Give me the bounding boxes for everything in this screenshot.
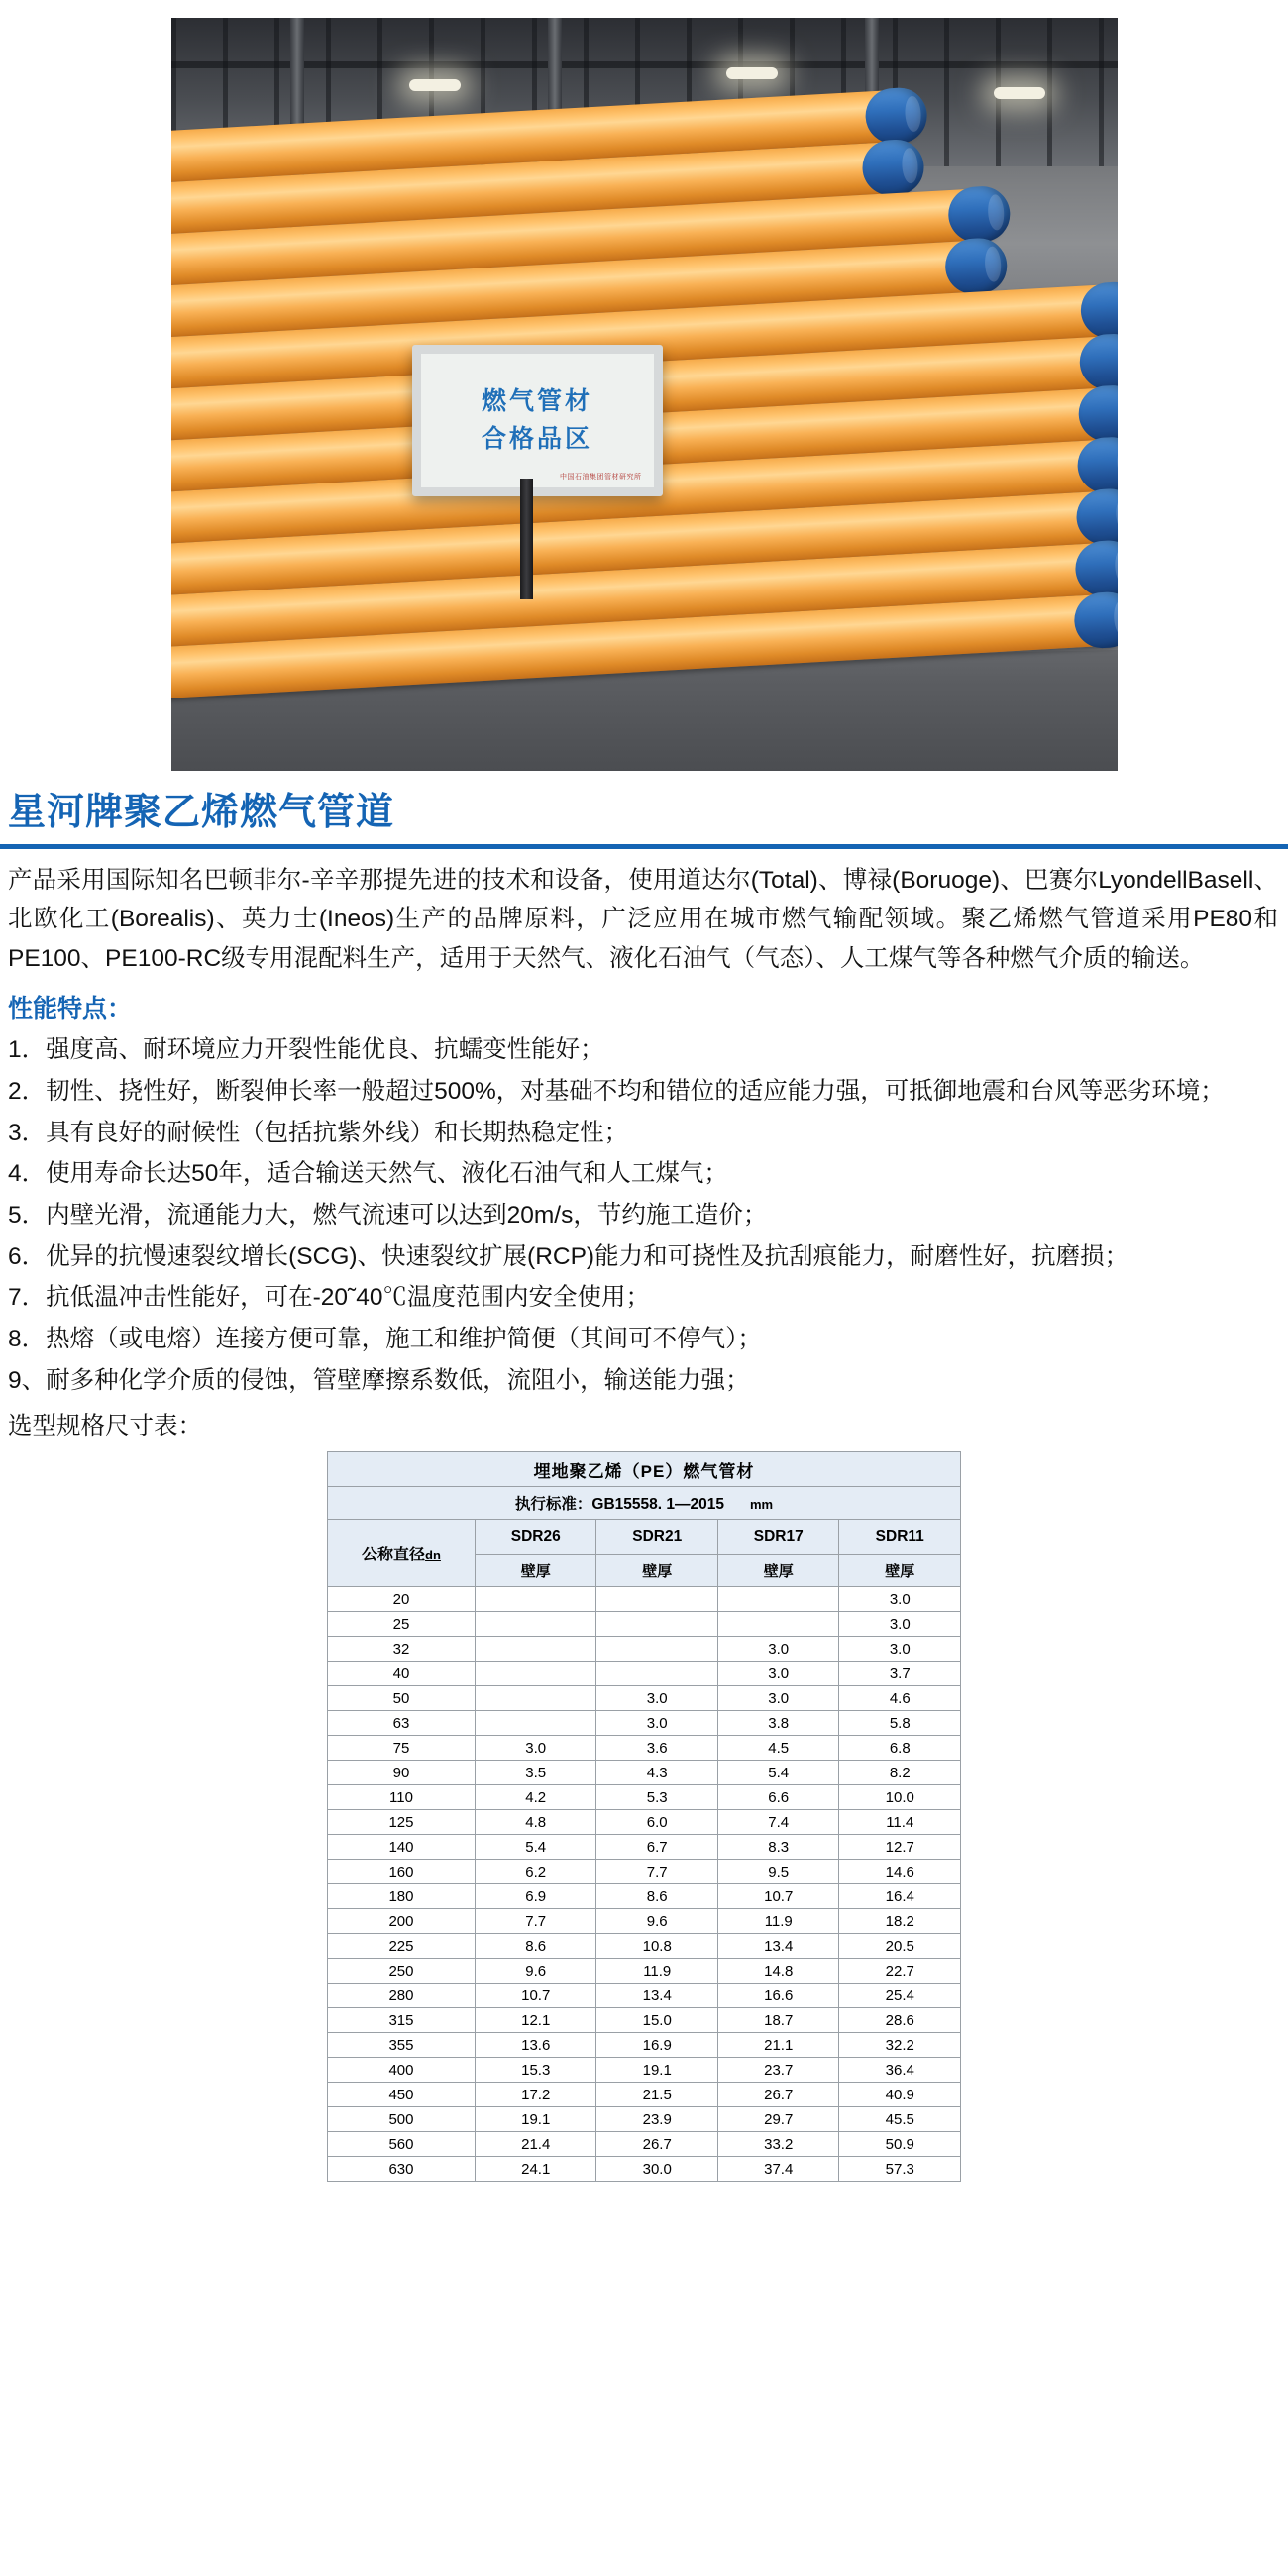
- features-heading: 性能特点：: [8, 994, 133, 1022]
- cell-wall-sdr21: 19.1: [596, 2058, 718, 2083]
- cell-dn: 110: [328, 1785, 476, 1810]
- list-item: 1．强度高、耐环境应力开裂性能优良、抗蠕变性能好；: [8, 1036, 604, 1064]
- cell-wall-sdr11: 36.4: [839, 2058, 961, 2083]
- pipe-end-cap: [1072, 590, 1117, 649]
- table-row: [328, 2033, 961, 2058]
- table-row: [328, 1637, 961, 1662]
- cell-wall-sdr11: 50.9: [839, 2132, 961, 2157]
- cell-wall-sdr17: 14.8: [717, 1959, 839, 1984]
- table-row: [328, 1761, 961, 1785]
- spec-table-label: 选型规格尺寸表：: [8, 1412, 202, 1440]
- spec-table-head: [328, 1452, 961, 1587]
- table-row: [328, 2157, 961, 2182]
- table-row: [328, 1934, 961, 1959]
- cell-wall-sdr17: 5.4: [717, 1761, 839, 1785]
- cell-wall-sdr26: 21.4: [475, 2132, 596, 2157]
- table-title: 埋地聚乙烯（PE）燃气管材: [328, 1452, 961, 1487]
- cell-wall-sdr17: 13.4: [717, 1934, 839, 1959]
- cell-wall-sdr17: 18.7: [717, 2008, 839, 2033]
- cell-wall-sdr21: 15.0: [596, 2008, 718, 2033]
- cell-wall-sdr17: 3.0: [717, 1637, 839, 1662]
- table-unit: mm: [749, 1497, 774, 1513]
- cell-dn: 560: [328, 2132, 476, 2157]
- area-sign: [412, 345, 663, 496]
- cell-dn: 63: [328, 1711, 476, 1736]
- cell-wall-sdr17: 3.0: [717, 1686, 839, 1711]
- cell-wall-sdr21: 11.9: [596, 1959, 718, 1984]
- pipe-end-cap: [1079, 280, 1118, 339]
- intro-paragraph: 产品采用国际知名巴顿非尔-辛辛那提先进的技术和设备，使用道达尔(Total)、博禄(Boruoge)、巴赛尔LyondellBasell、北欧化工(Borealis)、英力士(Ineos)生产的品牌原料，广泛应用在城市燃气输配领域。聚乙烯燃气管道采用PE80和PE100、PE100-RC级专用混配料生产，适用于天然气、液化石油气（气态）、人工煤气等各种燃气介质的输送。: [8, 866, 1278, 973]
- page-title: 星河牌聚乙烯燃气管道: [8, 792, 395, 833]
- cell-wall-sdr21: 3.6: [596, 1736, 718, 1761]
- list-item: 9、耐多种化学介质的侵蚀，管壁摩擦系数低，流阻小，输送能力强；: [8, 1366, 750, 1394]
- table-row: [328, 1959, 961, 1984]
- sub-header-wall: 壁厚: [475, 1555, 596, 1587]
- cell-wall-sdr11: 22.7: [839, 1959, 961, 1984]
- cell-wall-sdr21: [596, 1587, 718, 1612]
- cell-wall-sdr11: 5.8: [839, 1711, 961, 1736]
- spec-table-wrapper: [0, 1451, 1288, 2211]
- table-row: [328, 2058, 961, 2083]
- cell-wall-sdr26: 19.1: [475, 2107, 596, 2132]
- cell-wall-sdr21: 8.6: [596, 1884, 718, 1909]
- cell-dn: 50: [328, 1686, 476, 1711]
- cell-dn: 630: [328, 2157, 476, 2182]
- cell-dn: 25: [328, 1612, 476, 1637]
- sign-line-2: 合格品区: [481, 424, 592, 453]
- cell-wall-sdr11: 3.0: [839, 1587, 961, 1612]
- cell-wall-sdr21: 7.7: [596, 1860, 718, 1884]
- table-row: [328, 2008, 961, 2033]
- cell-wall-sdr17: 4.5: [717, 1736, 839, 1761]
- cell-wall-sdr21: [596, 1637, 718, 1662]
- cell-dn: 355: [328, 2033, 476, 2058]
- column-header-sdr11: SDR11: [839, 1520, 961, 1555]
- column-header-sdr21: SDR21: [596, 1520, 718, 1555]
- sub-header-wall: 壁厚: [717, 1555, 839, 1587]
- cell-wall-sdr11: 11.4: [839, 1810, 961, 1835]
- column-header-sdr26: SDR26: [475, 1520, 596, 1555]
- cell-wall-sdr11: 12.7: [839, 1835, 961, 1860]
- list-item: 6．优异的抗慢速裂纹增长(SCG)、快速裂纹扩展(RCP)能力和可挠性及抗刮痕能力，耐磨性好，抗磨损；: [8, 1242, 1129, 1270]
- hero-image-wrapper: [0, 0, 1288, 771]
- cell-dn: 315: [328, 2008, 476, 2033]
- list-item: 3．具有良好的耐候性（包括抗紫外线）和长期热稳定性；: [8, 1119, 629, 1146]
- column-header-dn: 公称直径dn: [328, 1520, 476, 1587]
- cell-wall-sdr26: 3.5: [475, 1761, 596, 1785]
- table-row: [328, 1612, 961, 1637]
- cell-wall-sdr17: 11.9: [717, 1909, 839, 1934]
- cell-wall-sdr21: 23.9: [596, 2107, 718, 2132]
- table-row: [328, 2107, 961, 2132]
- sign-line-1: 燃气管材: [481, 387, 592, 415]
- cell-dn: 450: [328, 2083, 476, 2107]
- cell-wall-sdr21: 6.7: [596, 1835, 718, 1860]
- table-row: [328, 1711, 961, 1736]
- cell-dn: 500: [328, 2107, 476, 2132]
- cell-wall-sdr17: [717, 1587, 839, 1612]
- cell-wall-sdr26: 24.1: [475, 2157, 596, 2182]
- cell-wall-sdr21: 3.0: [596, 1711, 718, 1736]
- cell-wall-sdr17: 6.6: [717, 1785, 839, 1810]
- cell-wall-sdr21: 4.3: [596, 1761, 718, 1785]
- cell-wall-sdr26: [475, 1711, 596, 1736]
- cell-wall-sdr11: 25.4: [839, 1984, 961, 2008]
- cell-dn: 140: [328, 1835, 476, 1860]
- cell-wall-sdr11: 6.8: [839, 1736, 961, 1761]
- pipe-end-cap: [943, 237, 1008, 295]
- table-row: [328, 2083, 961, 2107]
- cell-wall-sdr11: 57.3: [839, 2157, 961, 2182]
- cell-wall-sdr17: 29.7: [717, 2107, 839, 2132]
- cell-dn: 20: [328, 1587, 476, 1612]
- cell-wall-sdr21: 9.6: [596, 1909, 718, 1934]
- table-row: [328, 1662, 961, 1686]
- cell-wall-sdr26: 7.7: [475, 1909, 596, 1934]
- sign-post: [520, 479, 533, 599]
- table-row: [328, 1835, 961, 1860]
- cell-wall-sdr21: [596, 1612, 718, 1637]
- cell-dn: 180: [328, 1884, 476, 1909]
- cell-wall-sdr17: 3.8: [717, 1711, 839, 1736]
- cell-wall-sdr11: 14.6: [839, 1860, 961, 1884]
- table-row: [328, 1909, 961, 1934]
- list-item: 4．使用寿命长达50年，适合输送天然气、液化石油气和人工煤气；: [8, 1160, 728, 1188]
- list-item: 8．热熔（或电熔）连接方便可靠，施工和维护简便（其间可不停气）；: [8, 1326, 762, 1353]
- cell-wall-sdr11: 40.9: [839, 2083, 961, 2107]
- table-row: [328, 1686, 961, 1711]
- cell-dn: 250: [328, 1959, 476, 1984]
- table-row: [328, 1452, 961, 1487]
- cell-wall-sdr11: 16.4: [839, 1884, 961, 1909]
- cell-wall-sdr21: 13.4: [596, 1984, 718, 2008]
- cell-wall-sdr11: 3.0: [839, 1612, 961, 1637]
- table-row: [328, 1736, 961, 1761]
- cell-dn: 160: [328, 1860, 476, 1884]
- cell-wall-sdr11: 3.7: [839, 1662, 961, 1686]
- cell-wall-sdr26: 4.8: [475, 1810, 596, 1835]
- cell-wall-sdr17: 10.7: [717, 1884, 839, 1909]
- cell-wall-sdr26: [475, 1662, 596, 1686]
- cell-wall-sdr26: 5.4: [475, 1835, 596, 1860]
- cell-dn: 32: [328, 1637, 476, 1662]
- cell-wall-sdr17: [717, 1612, 839, 1637]
- cell-wall-sdr11: 10.0: [839, 1785, 961, 1810]
- cell-wall-sdr26: 9.6: [475, 1959, 596, 1984]
- cell-wall-sdr17: 23.7: [717, 2058, 839, 2083]
- table-row: [328, 1520, 961, 1555]
- cell-wall-sdr26: [475, 1612, 596, 1637]
- cell-wall-sdr21: 5.3: [596, 1785, 718, 1810]
- cell-dn: 90: [328, 1761, 476, 1785]
- cell-wall-sdr21: 10.8: [596, 1934, 718, 1959]
- column-header-sdr17: SDR17: [717, 1520, 839, 1555]
- list-item: 5．内壁光滑，流通能力大，燃气流速可以达到20m/s，节约施工造价；: [8, 1202, 768, 1230]
- cell-wall-sdr21: [596, 1662, 718, 1686]
- cell-wall-sdr17: 37.4: [717, 2157, 839, 2182]
- list-item: 7．抗低温冲击性能好，可在-20˜40℃温度范围内安全使用；: [8, 1284, 650, 1312]
- cell-dn: 280: [328, 1984, 476, 2008]
- pipe-end-cap: [861, 138, 925, 196]
- cell-wall-sdr26: 6.2: [475, 1860, 596, 1884]
- cell-wall-sdr26: 12.1: [475, 2008, 596, 2033]
- table-row: [328, 1785, 961, 1810]
- product-description: [0, 849, 1288, 1446]
- spec-table: [327, 1451, 961, 2182]
- cell-wall-sdr17: 16.6: [717, 1984, 839, 2008]
- cell-wall-sdr26: [475, 1686, 596, 1711]
- cell-wall-sdr26: [475, 1637, 596, 1662]
- pipe-end-cap: [864, 86, 928, 145]
- cell-dn: 400: [328, 2058, 476, 2083]
- cell-wall-sdr11: 4.6: [839, 1686, 961, 1711]
- cell-wall-sdr26: 4.2: [475, 1785, 596, 1810]
- cell-wall-sdr26: 15.3: [475, 2058, 596, 2083]
- spec-table-body: [328, 1587, 961, 2182]
- cell-wall-sdr11: 28.6: [839, 2008, 961, 2033]
- cell-wall-sdr26: [475, 1587, 596, 1612]
- table-standard-row: [328, 1487, 961, 1520]
- cell-dn: 40: [328, 1662, 476, 1686]
- sub-header-wall: 壁厚: [839, 1555, 961, 1587]
- features-list: [8, 1030, 1278, 1400]
- cell-wall-sdr21: 26.7: [596, 2132, 718, 2157]
- cell-wall-sdr21: 30.0: [596, 2157, 718, 2182]
- warehouse-photo: [171, 18, 1118, 771]
- cell-wall-sdr11: 3.0: [839, 1637, 961, 1662]
- cell-dn: 75: [328, 1736, 476, 1761]
- pipe-end-cap: [1077, 384, 1118, 443]
- list-item: 2．韧性、挠性好，断裂伸长率一般超过500%，对基础不均和错位的适应能力强，可抵御地震和台风等恶劣环境；: [8, 1078, 1225, 1106]
- pipe-end-cap: [1076, 436, 1118, 494]
- cell-wall-sdr11: 8.2: [839, 1761, 961, 1785]
- cell-dn: 125: [328, 1810, 476, 1835]
- cell-wall-sdr11: 18.2: [839, 1909, 961, 1934]
- cell-wall-sdr17: 21.1: [717, 2033, 839, 2058]
- table-row: [328, 1984, 961, 2008]
- cell-wall-sdr17: 33.2: [717, 2132, 839, 2157]
- cell-wall-sdr21: 16.9: [596, 2033, 718, 2058]
- table-row: [328, 1810, 961, 1835]
- cell-wall-sdr26: 6.9: [475, 1884, 596, 1909]
- pipe-end-cap: [1078, 333, 1118, 391]
- table-row: [328, 1587, 961, 1612]
- table-row: [328, 1487, 961, 1520]
- cell-dn: 200: [328, 1909, 476, 1934]
- cell-wall-sdr21: 3.0: [596, 1686, 718, 1711]
- cell-wall-sdr26: 17.2: [475, 2083, 596, 2107]
- cell-wall-sdr17: 3.0: [717, 1662, 839, 1686]
- pipe-end-cap: [1073, 539, 1117, 597]
- cell-wall-sdr11: 32.2: [839, 2033, 961, 2058]
- cell-wall-sdr26: 13.6: [475, 2033, 596, 2058]
- cell-wall-sdr17: 8.3: [717, 1835, 839, 1860]
- cell-wall-sdr11: 20.5: [839, 1934, 961, 1959]
- cell-wall-sdr17: 9.5: [717, 1860, 839, 1884]
- cell-wall-sdr26: 10.7: [475, 1984, 596, 2008]
- sub-header-wall: 壁厚: [596, 1555, 718, 1587]
- table-row: [328, 1884, 961, 1909]
- cell-wall-sdr21: 21.5: [596, 2083, 718, 2107]
- sign-small-text: 中国石油集团管材研究所: [560, 474, 642, 481]
- cell-wall-sdr11: 45.5: [839, 2107, 961, 2132]
- pipe-end-cap: [1075, 487, 1118, 546]
- cell-wall-sdr17: 26.7: [717, 2083, 839, 2107]
- product-title-bar: [0, 787, 1288, 849]
- cell-dn: 225: [328, 1934, 476, 1959]
- pipe-end-cap: [946, 185, 1011, 244]
- table-row: [328, 2132, 961, 2157]
- cell-wall-sdr17: 7.4: [717, 1810, 839, 1835]
- cell-wall-sdr26: 3.0: [475, 1736, 596, 1761]
- table-standard: 执行标准：GB15558. 1—2015: [514, 1496, 724, 1514]
- cell-wall-sdr21: 6.0: [596, 1810, 718, 1835]
- cell-wall-sdr26: 8.6: [475, 1934, 596, 1959]
- table-row: [328, 1860, 961, 1884]
